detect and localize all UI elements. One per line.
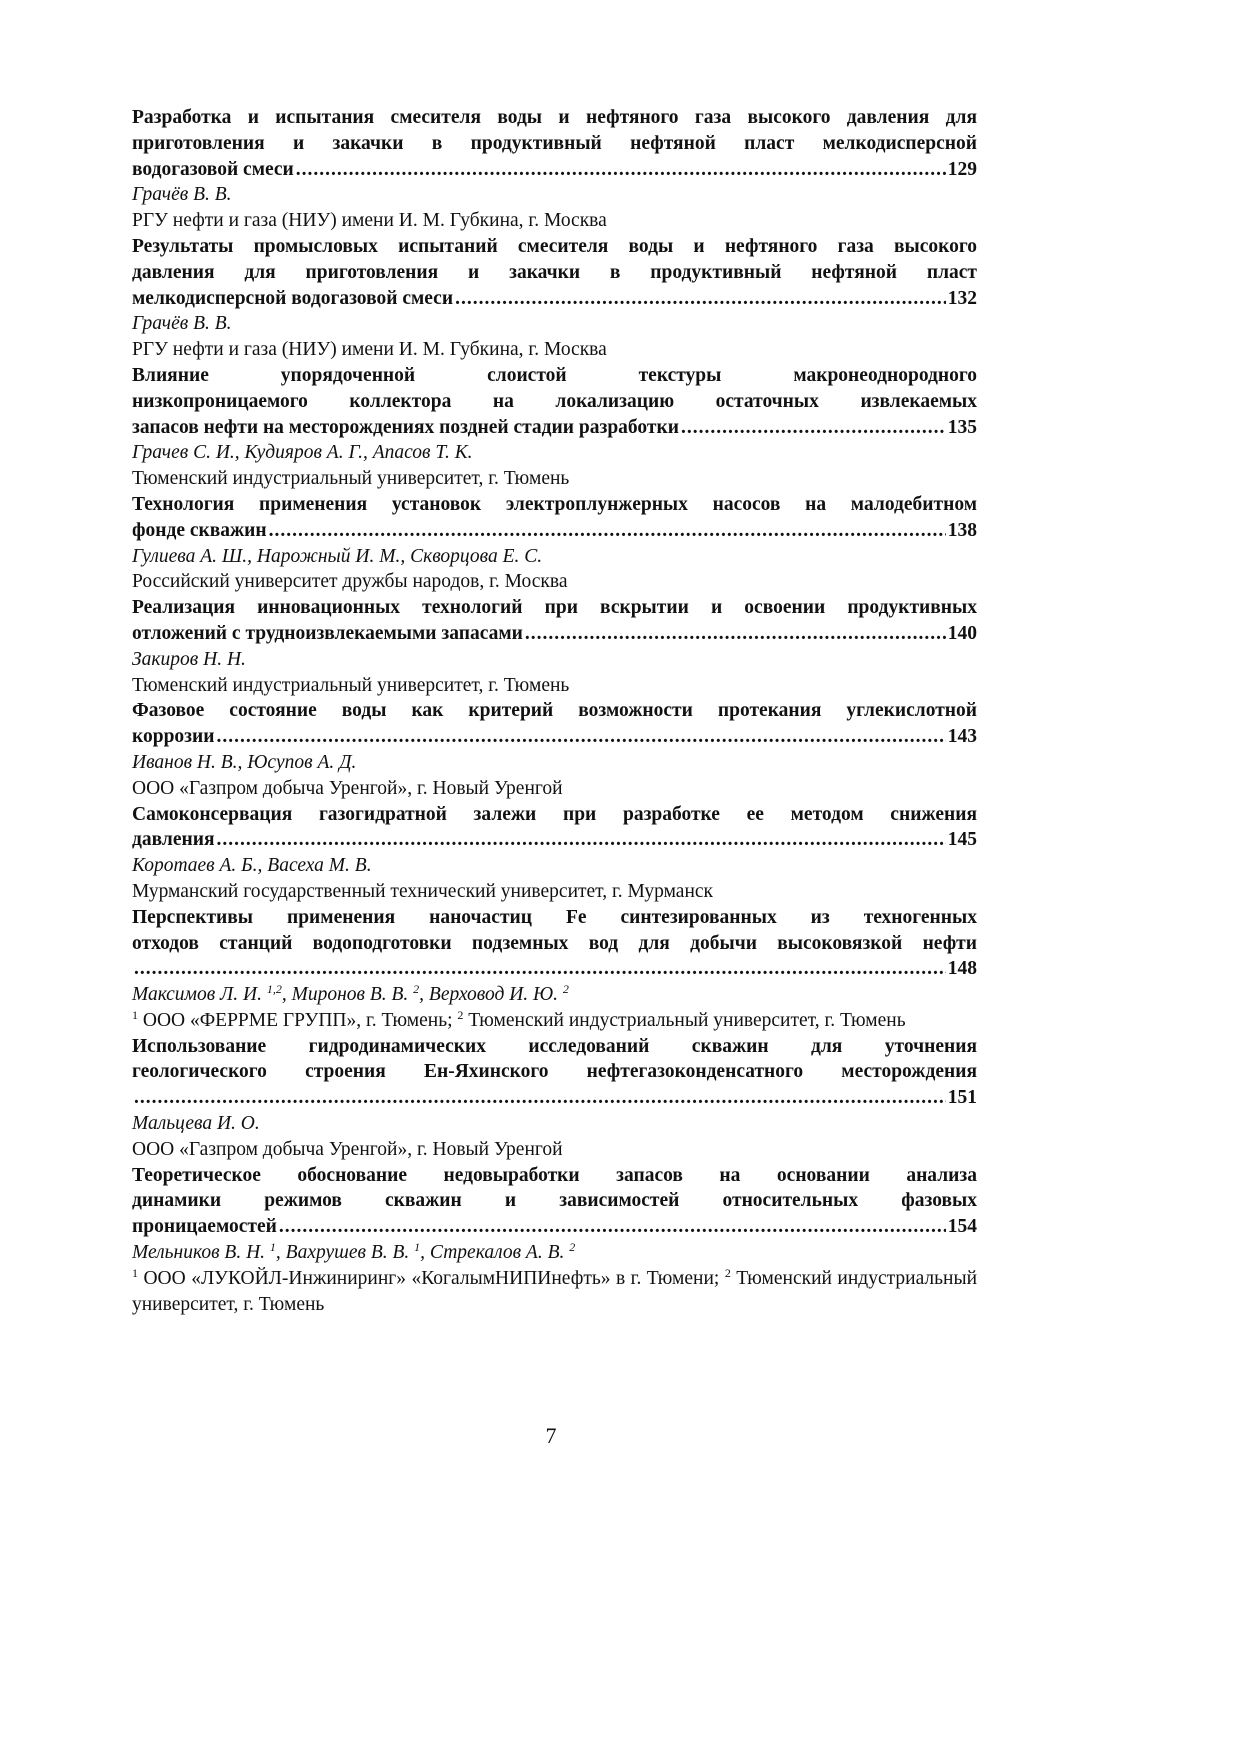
entry-title-tail: водогазовой смеси bbox=[132, 158, 294, 180]
entry-affiliation: Тюменский индустриальный университет, г. Тюмень bbox=[132, 674, 570, 696]
entry-title-line: Технология применения установок электроплунжерных насосов на малодебитном bbox=[132, 493, 977, 515]
affiliation-mark: 2 bbox=[724, 1265, 731, 1280]
entry-title-line: Влияние упорядоченной слоистой текстуры макронеоднородного bbox=[132, 364, 977, 386]
author-name: , Верховод И. Ю. bbox=[419, 984, 563, 1006]
entry-authors: Закиров Н. Н. bbox=[132, 648, 246, 670]
entry-authors: Грачев С. И., Кудияров А. Г., Апасов Т. К. bbox=[132, 442, 473, 464]
entry-affiliation: Тюменский индустриальный университет, г. Тюмень bbox=[132, 468, 570, 490]
dot-leader bbox=[134, 1085, 946, 1111]
dot-leader bbox=[217, 827, 946, 853]
entry-title-tail: запасов нефти на месторождениях поздней стадии разработки bbox=[132, 416, 679, 438]
entry-title-line: Перспективы применения наночастиц Fe синтезированных из техногенных bbox=[132, 906, 977, 928]
entry-title-last-line bbox=[132, 415, 977, 441]
toc-entry bbox=[132, 492, 977, 595]
affiliation-text: ООО «ЛУКОЙЛ-Инжиниринг» «КогалымНИПИнефть» в г. Тюмени; bbox=[138, 1267, 725, 1289]
entry-title-last-line bbox=[132, 157, 977, 183]
entry-title-line: Реализация инновационных технологий при вскрытии и освоении продуктивных bbox=[132, 597, 977, 619]
entry-page-number[interactable]: 129 bbox=[947, 158, 977, 180]
entry-page-number[interactable]: 148 bbox=[947, 958, 977, 980]
author-name: Максимов Л. И. bbox=[132, 984, 267, 1006]
affiliation-mark: 1 bbox=[132, 1007, 138, 1022]
dot-leader bbox=[269, 518, 946, 544]
entry-authors: Гулиева А. Ш., Нарожный И. М., Скворцова Е. С. bbox=[132, 545, 543, 567]
entry-affiliation: РГУ нефти и газа (НИУ) имени И. М. Губкина, г. Москва bbox=[132, 339, 607, 361]
entry-authors: Иванов Н. В., Юсупов А. Д. bbox=[132, 751, 357, 773]
author-name: , Стрекалов А. В. bbox=[420, 1242, 570, 1264]
page-number: 7 bbox=[545, 1423, 557, 1448]
entry-title-tail: фонде скважин bbox=[132, 519, 267, 541]
entry-page-number[interactable]: 138 bbox=[947, 519, 977, 541]
toc-entry bbox=[132, 698, 977, 801]
entry-page-number[interactable]: 143 bbox=[947, 726, 977, 748]
affiliation-mark: 2 bbox=[457, 1007, 464, 1022]
entry-title-line: давления для приготовления и закачки в продуктивный нефтяной пласт bbox=[132, 261, 977, 283]
toc-entry bbox=[132, 1163, 977, 1318]
entry-affiliation: Мурманский государственный технический университет, г. Мурманск bbox=[132, 880, 714, 902]
toc-entry bbox=[132, 1034, 977, 1163]
entry-page-number[interactable]: 140 bbox=[947, 622, 977, 644]
entry-affiliation bbox=[132, 1008, 977, 1034]
entry-affiliation: РГУ нефти и газа (НИУ) имени И. М. Губкина, г. Москва bbox=[132, 210, 607, 232]
author-affiliation-mark: 2 bbox=[569, 1240, 576, 1255]
toc-entry bbox=[132, 234, 977, 363]
toc-entry bbox=[132, 363, 977, 492]
entry-affiliation: Российский университет дружбы народов, г. Москва bbox=[132, 571, 568, 593]
entry-title-line: динамики режимов скважин и зависимостей относительных фазовых bbox=[132, 1190, 977, 1212]
dot-leader bbox=[455, 286, 946, 312]
entry-title-line: низкопроницаемого коллектора на локализацию остаточных извлекаемых bbox=[132, 390, 977, 412]
entry-authors: Коротаев А. Б., Васеха М. В. bbox=[132, 855, 372, 877]
entry-page-number[interactable]: 135 bbox=[947, 416, 977, 438]
author-affiliation-mark: 1 bbox=[414, 1240, 421, 1255]
author-name: , Миронов В. В. bbox=[281, 984, 414, 1006]
entry-title-tail: коррозии bbox=[132, 726, 215, 748]
entry-title-line: приготовления и закачки в продуктивный нефтяной пласт мелкодисперсной bbox=[132, 132, 977, 154]
author-affiliation-mark: 2 bbox=[562, 982, 569, 997]
entry-affiliation: ООО «Газпром добыча Уренгой», г. Новый Уренгой bbox=[132, 777, 563, 799]
entry-title-last-line bbox=[132, 1214, 977, 1240]
author-affiliation-mark: 1 bbox=[269, 1240, 276, 1255]
dot-leader bbox=[279, 1214, 946, 1240]
entry-authors: Грачёв В. В. bbox=[132, 184, 232, 206]
toc-entry bbox=[132, 905, 977, 1034]
author-name: , Вахрушев В. В. bbox=[275, 1242, 415, 1264]
affiliation-text: ООО «ФЕРРМЕ ГРУПП», г. Тюмень; bbox=[138, 1009, 458, 1031]
entry-title-tail: мелкодисперсной водогазовой смеси bbox=[132, 287, 454, 309]
affiliation-text: Тюменский индустриальный университет, г. Тюмень bbox=[463, 1009, 906, 1031]
entry-authors bbox=[132, 1240, 977, 1266]
entry-title-line: Результаты промысловых испытаний смесителя воды и нефтяного газа высокого bbox=[132, 235, 977, 257]
entry-page-number[interactable]: 151 bbox=[947, 1087, 977, 1109]
entry-title-line: Фазовое состояние воды как критерий возможности протекания углекислотной bbox=[132, 700, 977, 722]
toc-entry bbox=[132, 105, 977, 234]
entry-title-line: геологического строения Ен-Яхинского нефтегазоконденсатного месторождения bbox=[132, 1061, 977, 1083]
table-of-contents bbox=[132, 105, 977, 1317]
dot-leader bbox=[525, 621, 946, 647]
entry-title-tail: отложений с трудноизвлекаемыми запасами bbox=[132, 622, 523, 644]
entry-title-last-line bbox=[132, 621, 977, 647]
affiliation-mark: 1 bbox=[132, 1265, 138, 1280]
entry-authors: Грачёв В. В. bbox=[132, 313, 232, 335]
dot-leader bbox=[216, 724, 945, 750]
entry-authors bbox=[132, 982, 977, 1008]
entry-page-number[interactable]: 145 bbox=[947, 829, 977, 851]
author-affiliation-mark: 2 bbox=[413, 982, 420, 997]
author-name: Мельников В. Н. bbox=[132, 1242, 270, 1264]
dot-leader bbox=[681, 415, 946, 441]
entry-authors: Мальцева И. О. bbox=[132, 1113, 260, 1135]
entry-title-line: Теоретическое обоснование недовыработки запасов на основании анализа bbox=[132, 1164, 977, 1186]
entry-title-line: Самоконсервация газогидратной залежи при разработке ее методом снижения bbox=[132, 803, 977, 825]
entry-title-line: отходов станций водоподготовки подземных вод для добычи высоковязкой нефти bbox=[132, 932, 977, 954]
entry-affiliation bbox=[132, 1266, 977, 1318]
entry-title-tail: давления bbox=[132, 829, 215, 851]
entry-title-last-line bbox=[132, 724, 977, 750]
dot-leader bbox=[296, 157, 946, 183]
affiliation-text: Тюменский индустриальный университет, г. Тюмень bbox=[132, 1267, 978, 1315]
entry-title-line: Использование гидродинамических исследований скважин для уточнения bbox=[132, 1035, 977, 1057]
entry-title-last-line bbox=[132, 518, 977, 544]
entry-page-number[interactable]: 132 bbox=[947, 287, 977, 309]
author-affiliation-mark: 1,2 bbox=[266, 982, 282, 997]
entry-title-tail: проницаемостей bbox=[132, 1216, 277, 1238]
entry-title-line: Разработка и испытания смесителя воды и нефтяного газа высокого давления для bbox=[132, 107, 977, 128]
entry-title-last-line bbox=[132, 827, 977, 853]
toc-entry bbox=[132, 802, 977, 905]
entry-title-last-line bbox=[132, 1085, 977, 1111]
entry-affiliation: ООО «Газпром добыча Уренгой», г. Новый Уренгой bbox=[132, 1138, 563, 1160]
dot-leader bbox=[134, 956, 946, 982]
toc-entry bbox=[132, 595, 977, 698]
entry-title-last-line bbox=[132, 956, 977, 982]
entry-title-last-line bbox=[132, 286, 977, 312]
entry-page-number[interactable]: 154 bbox=[947, 1216, 977, 1238]
